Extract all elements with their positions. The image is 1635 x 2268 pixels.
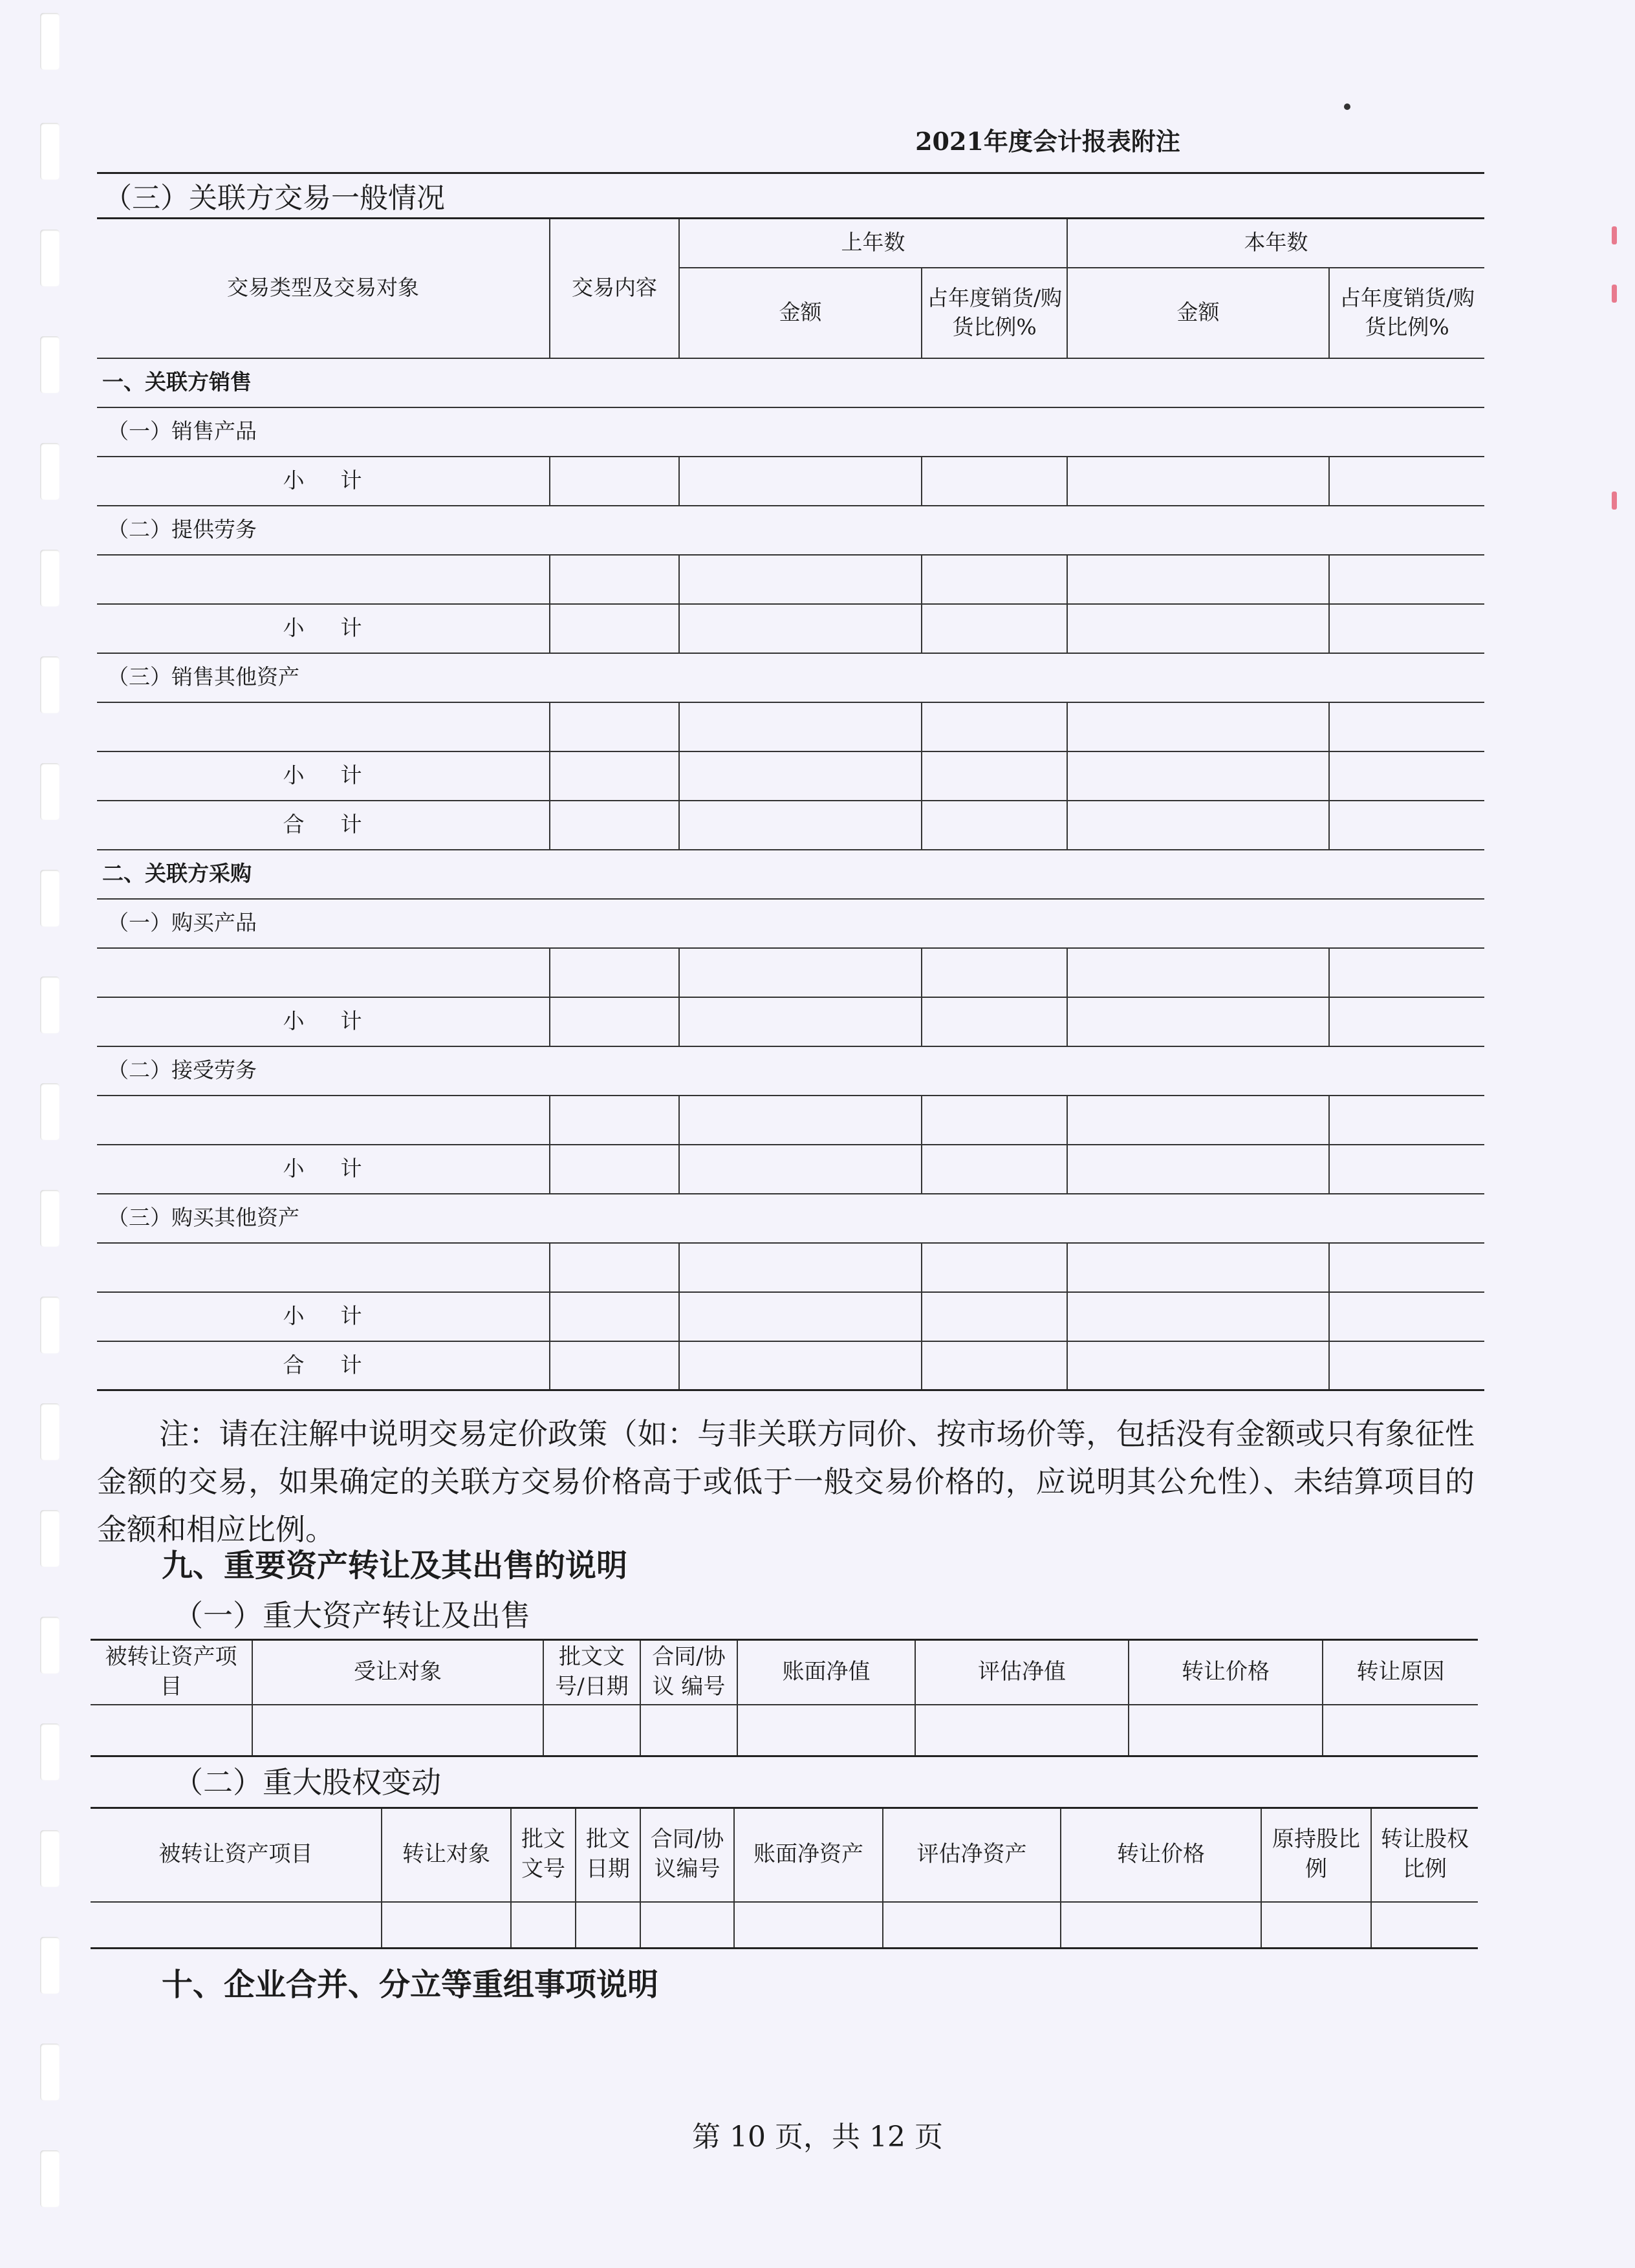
col-header-curr-amount: 金额 bbox=[1067, 268, 1329, 358]
table-row bbox=[97, 457, 1484, 506]
table-row bbox=[97, 997, 1484, 1046]
col-header: 受让对象 bbox=[252, 1640, 543, 1705]
red-mark bbox=[1612, 285, 1617, 303]
sales-title: 一、关联方销售 bbox=[97, 358, 1484, 407]
col-header: 合同/协议编号 bbox=[640, 1808, 734, 1902]
table-row bbox=[97, 1292, 1484, 1341]
punch-hole bbox=[40, 1723, 60, 1780]
col-header: 转让股权比例 bbox=[1371, 1808, 1478, 1902]
total-label: 合计 bbox=[97, 801, 550, 850]
punch-hole bbox=[40, 870, 60, 927]
sales-other-assets-title: （三）销售其他资产 bbox=[97, 653, 1484, 702]
col-header-prev-year: 上年数 bbox=[679, 219, 1067, 268]
col-header: 转让对象 bbox=[382, 1808, 511, 1902]
punch-hole bbox=[40, 656, 60, 713]
scan-speck bbox=[1344, 103, 1350, 110]
table-row bbox=[91, 1902, 1478, 1949]
sales-services-title: （二）提供劳务 bbox=[97, 506, 1484, 555]
col-header: 合同/协议 编号 bbox=[640, 1640, 737, 1705]
col-header: 账面净资产 bbox=[734, 1808, 883, 1902]
subtotal-label: 小计 bbox=[97, 457, 550, 506]
punch-hole bbox=[40, 1083, 60, 1140]
punch-hole bbox=[40, 1403, 60, 1460]
col-header: 转让价格 bbox=[1061, 1808, 1261, 1902]
punch-hole bbox=[40, 1830, 60, 1887]
punch-hole bbox=[40, 763, 60, 820]
section10-title: 十、企业合并、分立等重组事项说明 bbox=[162, 1967, 659, 2003]
punch-hole bbox=[40, 443, 60, 500]
punch-hole bbox=[40, 13, 60, 70]
header-rule bbox=[97, 172, 1484, 174]
col-header: 被转让资产项目 bbox=[91, 1808, 382, 1902]
col-header-prev-ratio: 占年度销货/购货比例% bbox=[922, 268, 1067, 358]
punch-hole bbox=[40, 1297, 60, 1354]
purchase-other-assets-title: （三）购买其他资产 bbox=[97, 1194, 1484, 1243]
table-row bbox=[97, 1096, 1484, 1145]
col-header: 评估净值 bbox=[915, 1640, 1129, 1705]
section3-title: （三）关联方交易一般情况 bbox=[103, 182, 445, 215]
subtotal-label: 小计 bbox=[97, 1292, 550, 1341]
red-mark bbox=[1612, 226, 1617, 244]
col-header: 原持股比例 bbox=[1261, 1808, 1371, 1902]
punch-hole bbox=[40, 550, 60, 607]
asset-transfer-table bbox=[91, 1639, 1478, 1757]
col-header-curr-ratio: 占年度销货/购货比例% bbox=[1329, 268, 1484, 358]
subtotal-label: 小计 bbox=[97, 604, 550, 653]
col-header: 评估净资产 bbox=[883, 1808, 1061, 1902]
punch-hole bbox=[40, 1510, 60, 1567]
purchase-services-title: （二）接受劳务 bbox=[97, 1046, 1484, 1096]
subtotal-label: 小计 bbox=[97, 997, 550, 1046]
related-party-transactions-table bbox=[97, 217, 1484, 1391]
col-header: 转让原因 bbox=[1323, 1640, 1478, 1705]
punch-hole bbox=[40, 230, 60, 286]
col-header: 批文日期 bbox=[576, 1808, 640, 1902]
punch-hole bbox=[40, 336, 60, 393]
table-row bbox=[97, 555, 1484, 604]
col-header: 批文文号/日期 bbox=[543, 1640, 640, 1705]
col-header: 账面净值 bbox=[737, 1640, 915, 1705]
punch-hole bbox=[40, 2044, 60, 2101]
subtotal-label: 小计 bbox=[97, 751, 550, 801]
punch-hole bbox=[40, 977, 60, 1033]
punch-hole bbox=[40, 1190, 60, 1247]
col-header: 被转让资产项目 bbox=[91, 1640, 252, 1705]
page-number: 第 10 页，共 12 页 bbox=[692, 2121, 943, 2154]
col-header-content: 交易内容 bbox=[550, 219, 679, 358]
col-header: 批文文号 bbox=[511, 1808, 576, 1902]
sales-products-title: （一）销售产品 bbox=[97, 407, 1484, 457]
table-row bbox=[97, 1145, 1484, 1194]
red-mark bbox=[1612, 491, 1617, 510]
punch-hole bbox=[40, 1937, 60, 1994]
col-header-prev-amount: 金额 bbox=[679, 268, 922, 358]
table-row bbox=[91, 1705, 1478, 1756]
table-row bbox=[97, 751, 1484, 801]
section9-title: 九、重要资产转让及其出售的说明 bbox=[162, 1548, 628, 1584]
table-row bbox=[97, 801, 1484, 850]
table-row bbox=[97, 948, 1484, 997]
table-row bbox=[97, 1341, 1484, 1390]
equity-change-table bbox=[91, 1807, 1478, 1949]
table-row bbox=[97, 1243, 1484, 1292]
total-label: 合计 bbox=[97, 1341, 550, 1390]
punch-hole bbox=[40, 2150, 60, 2207]
table-row bbox=[97, 604, 1484, 653]
subtotal-label: 小计 bbox=[97, 1145, 550, 1194]
col-header-type: 交易类型及交易对象 bbox=[97, 219, 550, 358]
col-header-curr-year: 本年数 bbox=[1067, 219, 1484, 268]
punch-hole bbox=[40, 123, 60, 180]
purchase-products-title: （一）购买产品 bbox=[97, 899, 1484, 948]
table-row bbox=[97, 702, 1484, 751]
pricing-policy-note: 注：请在注解中说明交易定价政策（如：与非关联方同价、按市场价等，包括没有金额或只有象征性金额的交易，如果确定的关联方交易价格高于或低于一般交易价格的，应说明其公允性）、未结算项目的金额和相应比例。 bbox=[97, 1416, 1475, 1547]
purchase-title: 二、关联方采购 bbox=[97, 850, 1484, 899]
report-header-title: 2021年度会计报表附注 bbox=[915, 127, 1180, 156]
col-header: 转让价格 bbox=[1129, 1640, 1323, 1705]
section9-sub2-title: （二）重大股权变动 bbox=[173, 1765, 441, 1800]
punch-hole bbox=[40, 1617, 60, 1674]
section9-sub1-title: （一）重大资产转让及出售 bbox=[173, 1598, 530, 1633]
